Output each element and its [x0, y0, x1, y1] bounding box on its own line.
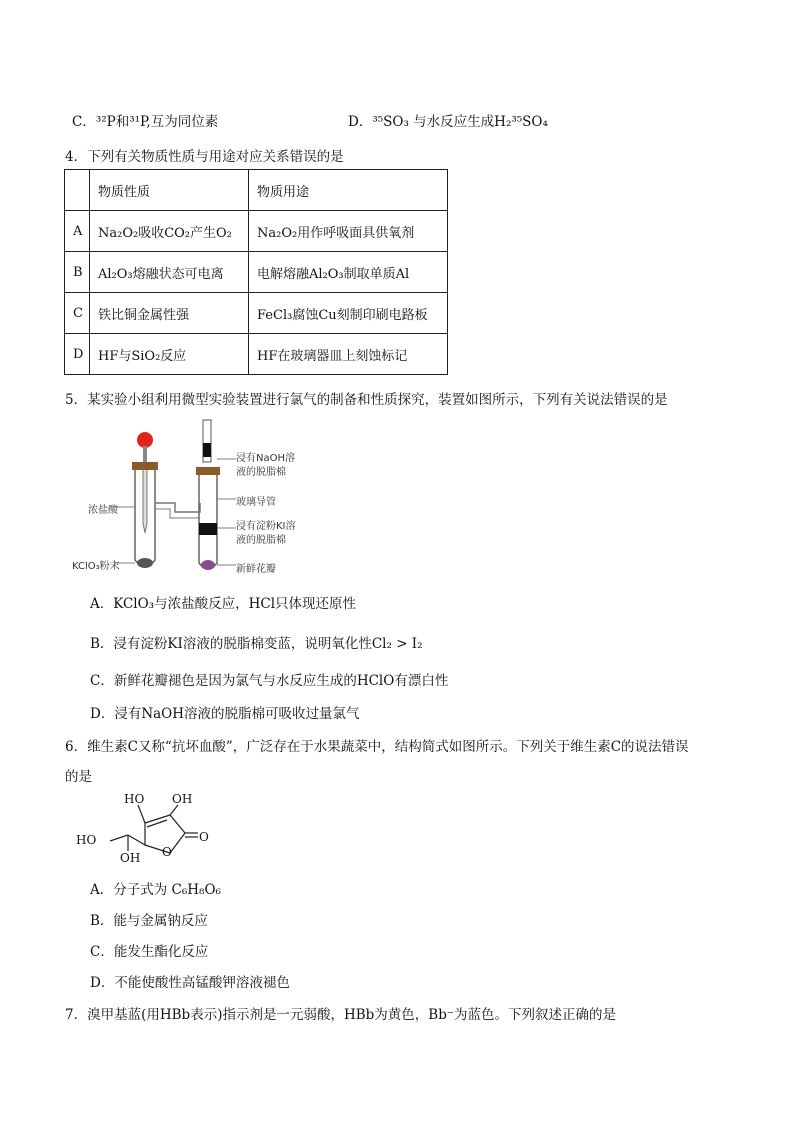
label-glass-tube: 玻璃导管: [236, 497, 276, 508]
q5-option-b: B．浸有淀粉KI溶液的脱脂棉变蓝，说明氧化性Cl₂ > I₂: [90, 636, 423, 652]
label-conc-hcl: 浓盐酸: [88, 505, 118, 516]
label-oh-bottom: OH: [120, 851, 141, 865]
label-kclo3: KClO₃粉末: [72, 561, 120, 572]
q6-stem-line-2: 的是: [65, 769, 92, 785]
table-cell: 铁比铜金属性强: [90, 293, 249, 334]
ki-cotton: [199, 523, 217, 535]
label-naoh-cotton-2: 液的脱脂棉: [236, 467, 286, 478]
kclo3-powder: [137, 558, 153, 568]
q7-stem: 7．溴甲基蓝(用HBb表示)指示剂是一元弱酸，HBb为黄色，Bb⁻为蓝色。下列叙述正确的是: [65, 1007, 616, 1023]
q3-option-d: D．³⁵SO₃ 与水反应生成H₂³⁵SO₄: [348, 114, 548, 130]
q6-option-d: D．不能使酸性高锰酸钾溶液褪色: [90, 975, 290, 991]
table-cell: D: [65, 334, 90, 375]
q6-stem-line-1: 6．维生素C又称“抗坏血酸”，广泛存在于水果蔬菜中，结构简式如图所示。下列关于维生素C的说法错误: [65, 739, 689, 755]
side-chain: [128, 835, 145, 845]
label-petals: 新鲜花瓣: [236, 564, 276, 575]
table-header-cell: 物质用途: [249, 170, 448, 211]
table-cell: 电解熔融Al₂O₃制取单质Al: [249, 252, 448, 293]
label-ki-cotton-2: 液的脱脂棉: [236, 535, 286, 546]
label-oh-right-top: OH: [172, 792, 193, 806]
naoh-cotton: [203, 443, 211, 457]
table-cell: B: [65, 252, 90, 293]
table-cell: Na₂O₂用作呼吸面具供氧剂: [249, 211, 448, 252]
flower-petals: [201, 560, 215, 570]
q6-option-c: C．能发生酯化反应: [90, 944, 209, 960]
table-cell: FeCl₃腐蚀Cu刻制印刷电路板: [249, 293, 448, 334]
q3-option-c: C．³²P和³¹P,互为同位素: [72, 114, 219, 130]
dropper-neck: [143, 446, 147, 462]
apparatus-diagram: [60, 415, 380, 580]
label-naoh-cotton-1: 浸有NaOH溶: [236, 453, 295, 464]
label-ring-o: O: [162, 845, 172, 859]
q5-option-a: A．KClO₃与浓盐酸反应，HCl只体现还原性: [90, 596, 357, 612]
table-cell: Al₂O₃熔融状态可电离: [90, 252, 249, 293]
table-header-cell: 物质性质: [90, 170, 249, 211]
q4-stem: 4．下列有关物质性质与用途对应关系错误的是: [65, 149, 344, 165]
vitamin-c-structure: [70, 785, 230, 870]
label-ho-left-top: HO: [124, 792, 145, 806]
table-row: [65, 252, 448, 293]
table-row: [65, 334, 448, 375]
q5-stem: 5．某实验小组利用微型实验装置进行氯气的制备和性质探究，装置如图所示，下列有关说法错误的是: [65, 392, 668, 408]
right-stopper: [196, 467, 220, 475]
table-cell: C: [65, 293, 90, 334]
table-cell: A: [65, 211, 90, 252]
left-stopper: [132, 462, 158, 470]
label-ki-cotton-1: 浸有淀粉KI溶: [236, 521, 296, 532]
q6-option-a: A．分子式为 C₆H₈O₆: [90, 882, 221, 898]
q4-table: [64, 169, 448, 375]
table-cell: Na₂O₂吸收CO₂产生O₂: [90, 211, 249, 252]
q5-option-d: D．浸有NaOH溶液的脱脂棉可吸收过量氯气: [90, 706, 360, 722]
table-row: [65, 293, 448, 334]
table-row: [65, 211, 448, 252]
q6-option-b: B．能与金属钠反应: [90, 913, 208, 929]
connecting-tube: [155, 503, 200, 512]
dropper-bulb: [137, 432, 153, 448]
label-carbonyl-o: O: [199, 830, 209, 844]
table-header-cell: [65, 170, 90, 211]
table-cell: HF在玻璃器皿上刻蚀标记: [249, 334, 448, 375]
dropper-tip: [143, 470, 147, 533]
connecting-tube-inner: [155, 509, 200, 518]
table-cell: HF与SiO₂反应: [90, 334, 249, 375]
right-test-tube: [199, 475, 217, 569]
table-header-row: [65, 170, 448, 211]
q5-option-c: C．新鲜花瓣褪色是因为氯气与水反应生成的HClO有漂白性: [90, 673, 449, 689]
label-ho-side: HO: [76, 833, 97, 847]
